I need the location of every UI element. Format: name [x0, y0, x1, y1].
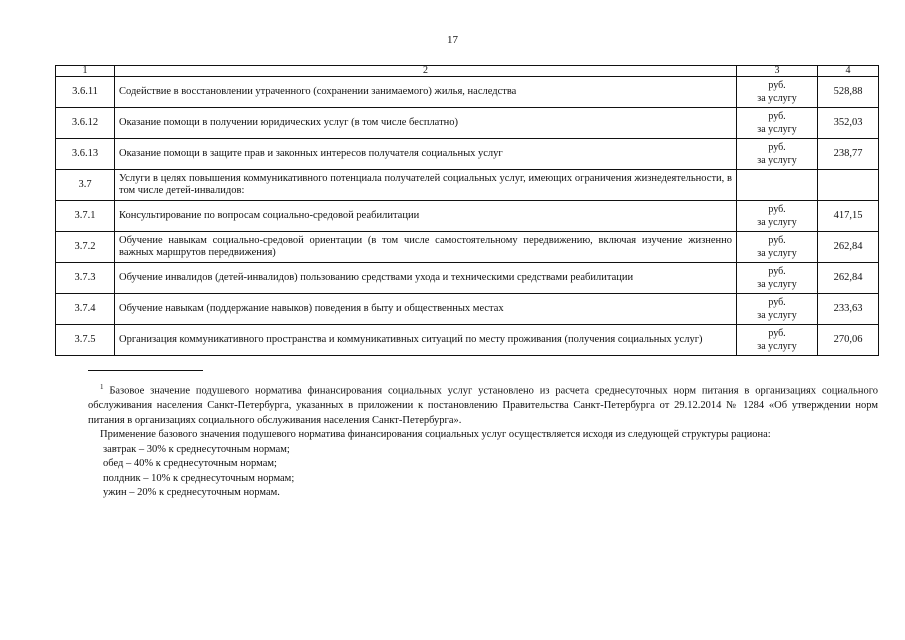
- diet-item-dinner: ужин – 20% к среднесуточным нормам.: [103, 487, 280, 498]
- footnote-paragraph: [88, 380, 878, 428]
- row-price: 262,84: [818, 263, 879, 294]
- footnote-text: Базовое значение подушевого норматива финансирования социальных услуг установлено из расчета среднесуточных норм питания в организациях социального обслуживания населения Санкт-Петербурга, указанных в приложении к постановлению Правительства Санкт-Петербурга от 29.12.2014 № 1284 «Об утверждении норм питания в организациях социального обслуживания населения Санкт-Петербурга».: [88, 385, 878, 426]
- header-cell-code: 1: [56, 66, 115, 77]
- row-code: 3.6.13: [56, 139, 115, 170]
- row-name: Содействие в восстановлении утраченного (сохранении занимаемого) жилья, наследства: [115, 77, 737, 108]
- row-name: Обучение инвалидов (детей-инвалидов) пользованию средствами ухода и техническими средствами реабилитации: [115, 263, 737, 294]
- table-row: [56, 232, 879, 263]
- unit-per-service: за услугу: [757, 93, 797, 104]
- page-number: 17: [447, 34, 458, 46]
- row-name: Обучение навыкам (поддержание навыков) поведения в быту и общественных местах: [115, 294, 737, 325]
- row-price: 270,06: [818, 325, 879, 356]
- row-code: 3.7: [56, 170, 115, 201]
- row-price: 238,77: [818, 139, 879, 170]
- table-row: [56, 77, 879, 108]
- diet-item-breakfast: завтрак – 30% к среднесуточным нормам;: [103, 443, 290, 455]
- table-header-row: [56, 66, 879, 77]
- row-price: 417,15: [818, 201, 879, 232]
- header-cell-unit: 3: [737, 66, 818, 77]
- row-name: Оказание помощи в получении юридических услуг (в том числе бесплатно): [115, 108, 737, 139]
- row-unit: [737, 108, 818, 139]
- services-table: [55, 65, 879, 356]
- unit-currency: руб.: [768, 328, 786, 339]
- row-price: 233,63: [818, 294, 879, 325]
- row-name: Консультирование по вопросам социально-средовой реабилитации: [115, 201, 737, 232]
- application-paragraph: Применение базового значения подушевого норматива финансирования социальных услуг осуществляется исходя из следующей структуры рациона:: [100, 429, 771, 440]
- row-name: Услуги в целях повышения коммуникативного потенциала получателей социальных услуг, имеющих ограничения жизнедеятельности, в том числе детей-инвалидов:: [115, 170, 737, 201]
- unit-currency: руб.: [768, 142, 786, 153]
- row-price: 528,88: [818, 77, 879, 108]
- row-unit: [737, 325, 818, 356]
- table-row: [56, 108, 879, 139]
- row-unit: [737, 263, 818, 294]
- row-price: 352,03: [818, 108, 879, 139]
- unit-per-service: за услугу: [757, 310, 797, 321]
- row-unit: [737, 294, 818, 325]
- diet-item-lunch: обед – 40% к среднесуточным нормам;: [103, 458, 277, 469]
- unit-currency: руб.: [768, 80, 786, 91]
- footnotes: [88, 380, 878, 501]
- unit-currency: руб.: [768, 111, 786, 122]
- row-unit: [737, 170, 818, 201]
- unit-currency: руб.: [768, 204, 786, 215]
- row-code: 3.6.12: [56, 108, 115, 139]
- row-unit: [737, 139, 818, 170]
- table-row: [56, 263, 879, 294]
- row-name: Обучение навыкам социально-средовой ориентации (в том числе самостоятельному передвижению, включая изучение жизненно важных маршрутов передвижения): [115, 232, 737, 263]
- row-price: [818, 170, 879, 201]
- row-price: 262,84: [818, 232, 879, 263]
- row-name: Организация коммуникативного пространства и коммуникативных ситуаций по месту проживания (получения социальных услуг): [115, 325, 737, 356]
- row-unit: [737, 201, 818, 232]
- unit-currency: руб.: [768, 297, 786, 308]
- row-name: Оказание помощи в защите прав и законных интересов получателя социальных услуг: [115, 139, 737, 170]
- unit-per-service: за услугу: [757, 217, 797, 228]
- header-cell-price: 4: [818, 66, 879, 77]
- footnote-marker: 1: [100, 383, 104, 391]
- diet-item-snack: полдник – 10% к среднесуточным нормам;: [103, 472, 295, 484]
- footnote-separator: [88, 370, 203, 371]
- row-code: 3.7.2: [56, 232, 115, 263]
- unit-per-service: за услугу: [757, 341, 797, 352]
- row-code: 3.7.5: [56, 325, 115, 356]
- table-row: [56, 325, 879, 356]
- table-row: [56, 294, 879, 325]
- header-cell-name: 2: [115, 66, 737, 77]
- row-code: 3.7.3: [56, 263, 115, 294]
- table-row: [56, 201, 879, 232]
- unit-per-service: за услугу: [757, 248, 797, 259]
- unit-currency: руб.: [768, 266, 786, 277]
- row-code: 3.7.4: [56, 294, 115, 325]
- unit-currency: руб.: [768, 235, 786, 246]
- row-code: 3.6.11: [56, 77, 115, 108]
- unit-per-service: за услугу: [757, 124, 797, 135]
- row-unit: [737, 232, 818, 263]
- unit-per-service: за услугу: [757, 155, 797, 166]
- unit-per-service: за услугу: [757, 279, 797, 290]
- row-code: 3.7.1: [56, 201, 115, 232]
- table-row: [56, 139, 879, 170]
- table-row: [56, 170, 879, 201]
- row-unit: [737, 77, 818, 108]
